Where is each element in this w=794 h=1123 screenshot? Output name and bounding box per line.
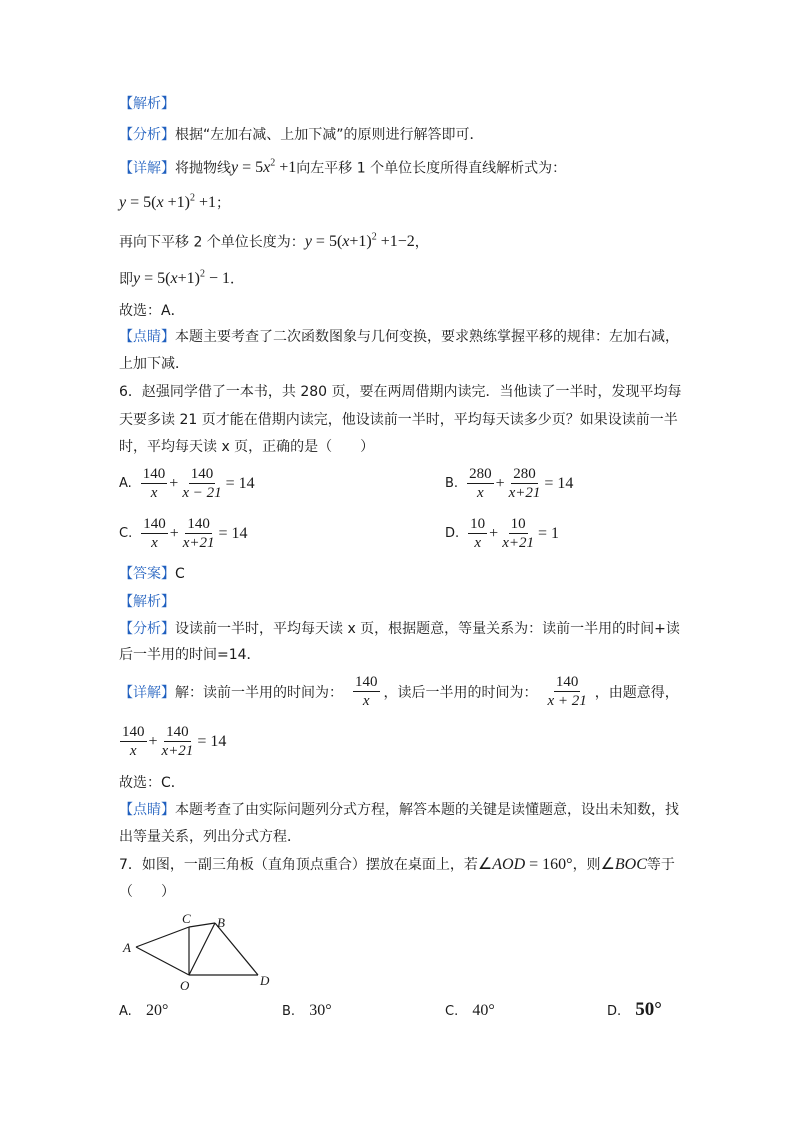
point-label-b: B <box>217 915 225 930</box>
answer-tag: 【答案】 <box>119 566 175 582</box>
fraction: $\frac{140}{x}$ <box>142 466 166 501</box>
fraction: $\frac{140}{x}$ <box>122 724 145 759</box>
q7-stem-line-1 <box>119 855 675 875</box>
fraction: $\frac{140}{x}$ <box>355 674 378 709</box>
q6-stem-line-1: 6．赵强同学借了一本书，共 280 页，要在两周借期内读完．当他读了一半时，发现平均每 <box>119 384 682 400</box>
q7-stem-post: 等于 <box>646 857 675 873</box>
dianjing-text-1: 本题主要考查了二次函数图象与几何变换，要求熟练掌握平移的规律：左加右减， <box>175 329 679 345</box>
fraction: $\frac{140}{x+21}$ <box>182 516 215 551</box>
answer-value: C <box>175 566 185 582</box>
fraction: $\frac{10}{x+21}$ <box>502 516 534 551</box>
dianjing-line-1 <box>119 327 679 347</box>
analysis-heading: 【解析】 <box>119 96 175 112</box>
segment-bo <box>189 923 215 975</box>
q6-dianjing-line-2: 出等量关系，列出分式方程． <box>119 829 301 845</box>
xiangjie-line <box>119 154 566 178</box>
fraction: $\frac{140}{x+21}$ <box>161 724 194 759</box>
xiangjie-tag: 【详解】 <box>119 160 175 177</box>
option-value: 40° <box>472 1002 495 1019</box>
q7-option-c[interactable] <box>445 1002 495 1020</box>
q6-analysis-heading: 【解析】 <box>119 594 175 610</box>
down-shift-formula: $y = 5(x+1)^2 +1-2$ <box>304 232 415 251</box>
fenxi-tag: 【分析】 <box>119 621 175 637</box>
line5-pre: 即 <box>119 271 133 288</box>
q6-option-d[interactable]: D. $\frac{10}{x}$ + $\frac{10}{x+21}$ = 1 <box>445 516 559 551</box>
q6-equation: $\frac{140}{x}$ + $\frac{140}{x+21}$ = 14 <box>122 724 227 759</box>
line4-pre: 再向下平移 2 个单位长度为： <box>119 234 305 251</box>
option-value: 20° <box>145 1002 169 1019</box>
q6-choice-line: 故选：C． <box>119 775 185 791</box>
xiangjie-text-a: 解：读前一半用的时间为： <box>175 684 343 701</box>
q6-option-c[interactable]: C. $\frac{140}{x}$ + $\frac{140}{x+21}$ = 14 <box>119 516 248 551</box>
q6-fenxi-line-1 <box>119 619 680 639</box>
fenxi-line <box>119 125 484 145</box>
fenxi-text: 根据“左加右减、上加下减”的原则进行解答即可． <box>175 127 484 143</box>
fraction: $\frac{280}{x+21}$ <box>508 466 541 501</box>
q6-option-a[interactable]: A. $\frac{140}{x}$ + $\frac{140}{x - 21}$ = 14 <box>119 466 255 501</box>
q6-stem-line-3: 时，平均每天读 x 页，正确的是（ ） <box>119 439 375 455</box>
point-label-a: A <box>123 940 131 955</box>
option-value: 50° <box>635 999 662 1020</box>
point-label-o: O <box>180 978 190 993</box>
q6-fenxi-line-2: 后一半用的时间=14． <box>119 647 261 663</box>
q7-option-b[interactable] <box>282 1002 332 1020</box>
option-label: D. <box>445 526 460 541</box>
q6-option-b[interactable]: B. $\frac{280}{x}$ + $\frac{280}{x+21}$ = 14 <box>445 466 574 501</box>
angle-aod-given: ∠AOD = 160° <box>477 856 573 873</box>
choice-line: 故选：A． <box>119 303 185 319</box>
segment-bd <box>215 923 258 975</box>
shifted-formula-line <box>119 189 230 213</box>
fenxi-text-1: 设读前一半时，平均每天读 x 页，根据题意，等量关系为：读前一半用的时间+读 <box>175 621 680 637</box>
xiangjie-text-b: ，读后一半用的时间为： <box>383 684 538 701</box>
dianjing-text-1: 本题考查了由实际问题列分式方程，解答本题的关键是读懂题意，设出未知数，找 <box>175 802 679 818</box>
triangle-figure <box>112 905 282 995</box>
line5-tail: ． <box>229 271 244 288</box>
fraction: $\frac{140}{x + 21}$ <box>547 674 587 709</box>
option-label: B. <box>445 476 459 491</box>
line4-tail: ， <box>414 234 429 251</box>
xiangjie-text-c: ，由题意得， <box>594 684 679 701</box>
xiangjie-pre: 将抛物线 <box>175 160 231 177</box>
q7-option-d[interactable] <box>607 999 662 1021</box>
dianjing-tag: 【点睛】 <box>119 329 175 345</box>
q6-xiangjie-line <box>119 673 679 710</box>
q6-stem-line-2: 天要多读 21 页才能在借期内读完，他设读前一半时，平均每天读多少页？如果设读前一半 <box>119 412 678 428</box>
result-formula: $y = 5(x+1)^2 - 1$ <box>133 269 230 288</box>
segment-ac <box>136 927 189 947</box>
line3-tail: ； <box>215 195 230 212</box>
option-label: A. <box>119 476 132 491</box>
q7-stem-mid: ，则 <box>572 857 601 873</box>
option-label: C. <box>119 526 133 541</box>
point-label-c: C <box>182 911 191 926</box>
dianjing-tag: 【点睛】 <box>119 802 175 818</box>
segment-ao <box>136 947 189 975</box>
down-shift-line <box>119 228 429 252</box>
q7-stem-line-2: （ ） <box>119 884 175 900</box>
q7-stem-pre: 7．如图，一副三角板（直角顶点重合）摆放在桌面上，若 <box>119 857 478 873</box>
segment-cb <box>189 923 215 927</box>
q6-dianjing-line-1 <box>119 800 679 820</box>
shifted-formula: $y = 5(x +1)^2 +1$ <box>119 193 216 212</box>
option-label: B. <box>282 1004 296 1019</box>
q7-option-a[interactable] <box>119 1002 168 1020</box>
fraction: $\frac{10}{x}$ <box>470 516 486 551</box>
q6-answer-line <box>119 564 185 584</box>
option-value: 30° <box>309 1002 332 1019</box>
xiangjie-post: 向左平移 1 个单位长度所得直线解析式为： <box>296 160 567 177</box>
parabola-formula: $y = 5x^2 +1$ <box>231 158 297 177</box>
option-label: D. <box>607 1004 622 1019</box>
result-line <box>119 265 244 289</box>
fenxi-tag: 【分析】 <box>119 127 175 143</box>
angle-boc: ∠BOC <box>600 856 647 873</box>
option-label: A. <box>119 1004 132 1019</box>
fraction: $\frac{280}{x}$ <box>469 466 492 501</box>
fraction: $\frac{140}{x - 21}$ <box>182 466 222 501</box>
option-label: C. <box>445 1004 459 1019</box>
xiangjie-tag: 【详解】 <box>119 684 175 701</box>
fraction: $\frac{140}{x}$ <box>143 516 166 551</box>
point-label-d: D <box>260 973 270 988</box>
dianjing-line-2: 上加下减． <box>119 356 189 372</box>
